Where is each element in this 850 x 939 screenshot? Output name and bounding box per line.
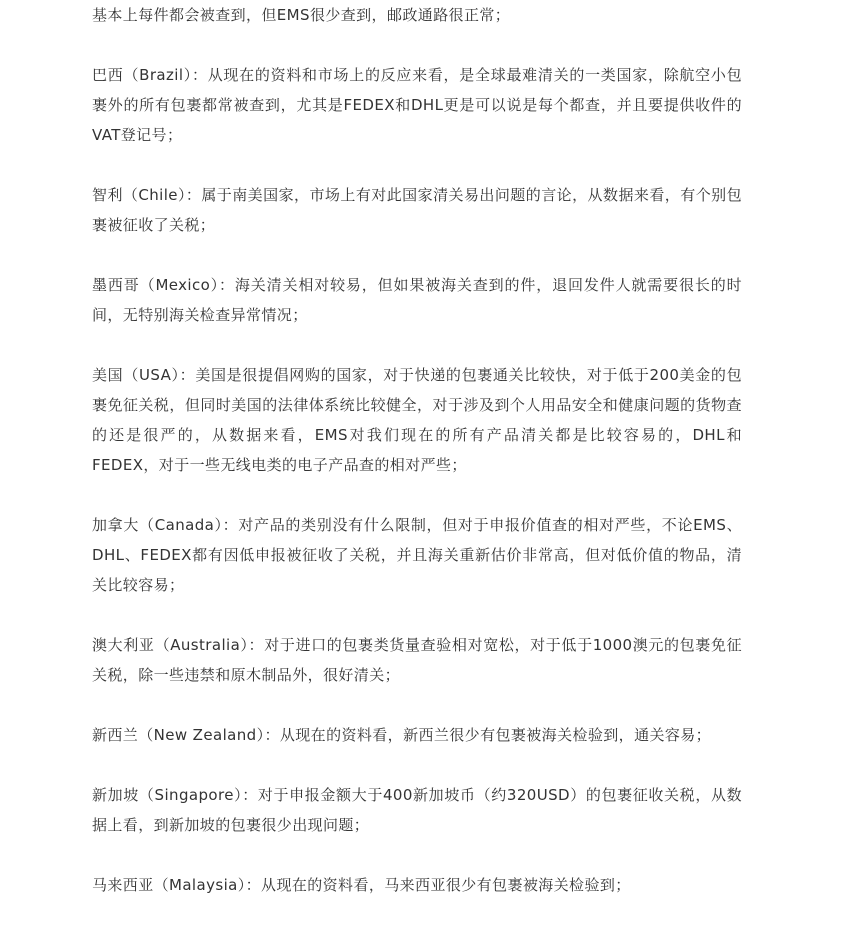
paragraph-singapore: 新加坡（Singapore）：对于申报金额大于400新加坡币（约320USD）的包裹征收关税，从数据上看，到新加坡的包裹很少出现问题；	[92, 786, 742, 834]
paragraph-general-note: 基本上每件都会被查到，但EMS很少查到，邮政通路很正常；	[92, 6, 511, 24]
article-body	[92, 0, 742, 900]
paragraph-canada: 加拿大（Canada）：对产品的类别没有什么限制，但对于申报价值查的相对严些，不论EMS、DHL、FEDEX都有因低申报被征收了关税，并且海关重新估价非常高，但对低价值的物品，清关比较容易；	[92, 516, 742, 594]
paragraph-brazil: 巴西（Brazil）：从现在的资料和市场上的反应来看，是全球最难清关的一类国家，除航空小包裹外的所有包裹都常被查到，尤其是FEDEX和DHL更是可以说是每个都查，并且要提供收件的VAT登记号；	[92, 66, 742, 144]
paragraph-mexico: 墨西哥（Mexico）：海关清关相对较易，但如果被海关查到的件，退回发件人就需要很长的时间，无特别海关检查异常情况；	[92, 276, 742, 324]
paragraph-usa: 美国（USA）：美国是很提倡网购的国家，对于快递的包裹通关比较快，对于低于200美金的包裹免征关税，但同时美国的法律体系统比较健全，对于涉及到个人用品安全和健康问题的货物查的还是很严的，从数据来看，EMS对我们现在的所有产品清关都是比较容易的，DHL和FEDEX，对于一些无线电类的电子产品查的相对严些；	[92, 366, 742, 474]
paragraph-australia: 澳大利亚（Australia）：对于进口的包裹类货量查验相对宽松，对于低于1000澳元的包裹免征关税，除一些违禁和原木制品外，很好清关；	[92, 636, 742, 684]
paragraph-malaysia: 马来西亚（Malaysia）：从现在的资料看，马来西亚很少有包裹被海关检验到；	[92, 876, 631, 894]
paragraph-chile: 智利（Chile）：属于南美国家，市场上有对此国家清关易出问题的言论，从数据来看，有个别包裹被征收了关税；	[92, 186, 742, 234]
paragraph-new-zealand: 新西兰（New Zealand）：从现在的资料看，新西兰很少有包裹被海关检验到，通关容易；	[92, 726, 712, 744]
